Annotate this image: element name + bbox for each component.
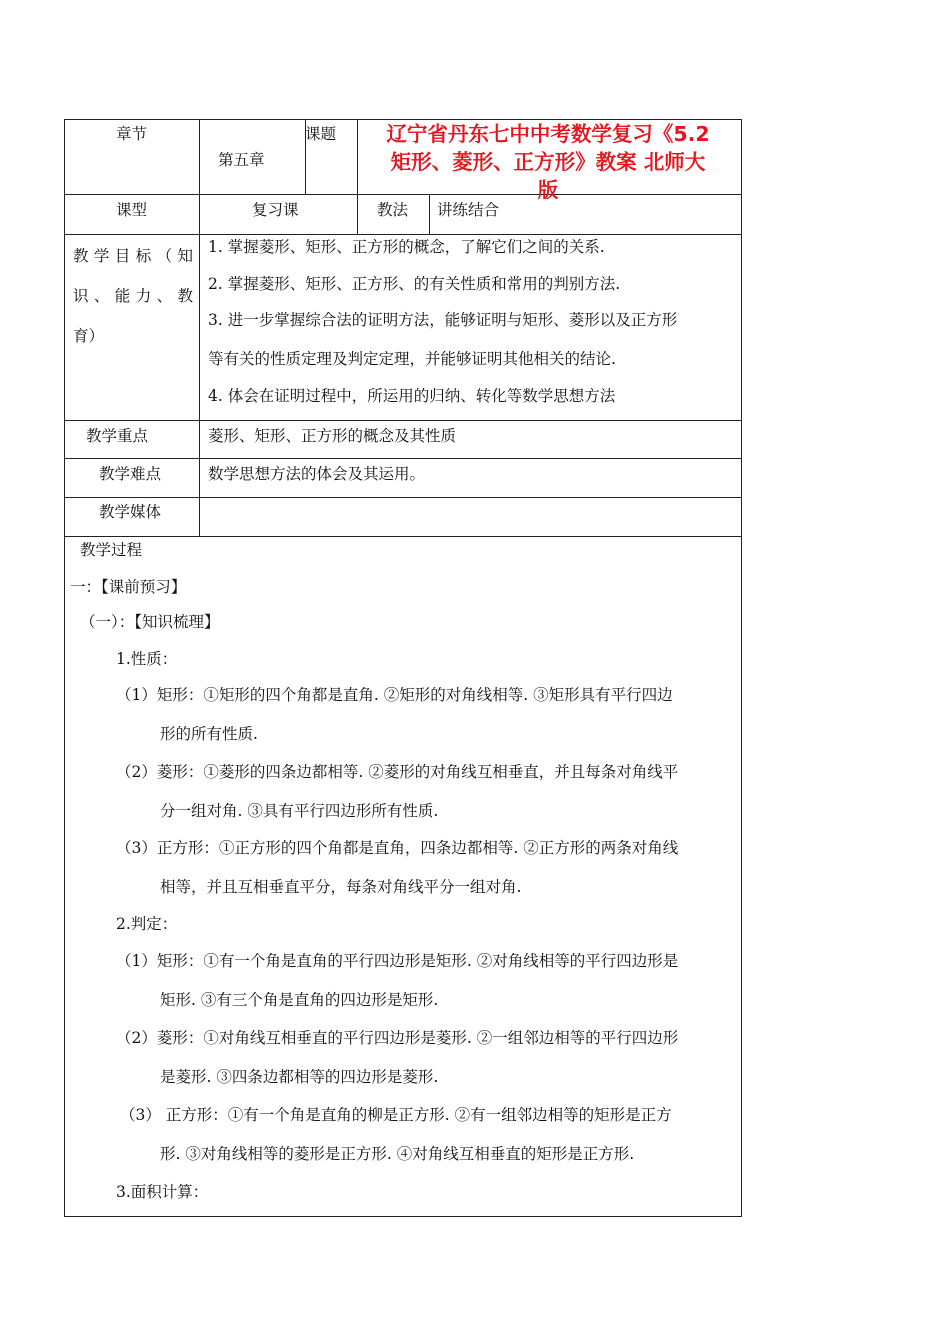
type-value: 复习课 <box>252 201 299 219</box>
table-row-divider <box>64 234 742 235</box>
table-row-divider <box>64 420 742 421</box>
method-label: 教法 <box>377 201 409 219</box>
criteria-item-line: 矩形. ③有三个角是直角的四边形是矩形. <box>160 991 439 1009</box>
criteria-item-line: 形. ③对角线相等的菱形是正方形. ④对角线互相垂直的矩形是正方形. <box>160 1145 635 1163</box>
goals-label-line: 教学目标（知 <box>73 247 193 265</box>
section-sub1: （一）：【知识梳理】 <box>80 613 220 631</box>
type-label: 课型 <box>116 201 148 219</box>
topic-label: 课题 <box>305 125 337 143</box>
goals-label-line: 识、能力、教 <box>73 287 193 305</box>
table-border-bottom <box>64 1216 742 1217</box>
chapter-value: 第五章 <box>218 151 265 169</box>
key-label: 教学重点 <box>86 427 149 445</box>
property-item-line: （1）矩形：①矩形的四个角都是直角. ②矩形的对角线相等. ③矩形具有平行四边 <box>116 686 673 704</box>
subsection-criteria: 2.判定： <box>116 915 178 933</box>
goal-item: 2. 掌握菱形、矩形、正方形、的有关性质和常用的判别方法. <box>208 275 621 293</box>
table-border-left <box>64 119 65 1217</box>
criteria-item-line: （1）矩形：①有一个角是直角的平行四边形是矩形. ②对角线相等的平行四边形是 <box>116 952 679 970</box>
goals-label <box>73 236 193 356</box>
property-item-line: （3）正方形：①正方形的四个角都是直角，四条边都相等. ②正方形的两条对角线 <box>116 839 679 857</box>
property-item-line: （2）菱形：①菱形的四条边都相等. ②菱形的对角线互相垂直，并且每条对角线平 <box>116 763 679 781</box>
table-row-divider <box>64 458 742 459</box>
table-col-divider <box>357 119 358 235</box>
criteria-item-line: （2）菱形：①对角线互相垂直的平行四边形是菱形. ②一组邻边相等的平行四边形 <box>116 1029 679 1047</box>
criteria-item-line: （3） 正方形：①有一个角是直角的柳是正方形. ②有一组邻边相等的矩形是正方 <box>120 1106 672 1124</box>
difficulty-label: 教学难点 <box>99 465 162 483</box>
media-label: 教学媒体 <box>99 503 162 521</box>
table-row-divider <box>64 497 742 498</box>
table-col-divider <box>199 119 200 537</box>
lesson-title-line: 矩形、菱形、正方形》教案 北师大 <box>390 150 706 174</box>
section-part1: 一：【课前预习】 <box>70 578 187 596</box>
lesson-title-line: 版 <box>537 178 559 202</box>
subsection-area: 3.面积计算： <box>116 1183 209 1201</box>
goal-item: 等有关的性质定理及判定定理，并能够证明其他相关的结论. <box>208 350 616 368</box>
key-value: 菱形、矩形、正方形的概念及其性质 <box>208 427 457 445</box>
goal-item: 1. 掌握菱形、矩形、正方形的概念，了解它们之间的关系. <box>208 238 605 256</box>
lesson-title-line: 辽宁省丹东七中中考数学复习《5.2 <box>386 122 710 146</box>
property-item-line: 分一组对角. ③具有平行四边形所有性质. <box>160 802 439 820</box>
lesson-title <box>362 120 734 204</box>
goals-label-line: 育） <box>73 327 105 345</box>
table-row-divider <box>64 536 742 537</box>
goal-item: 3. 进一步掌握综合法的证明方法，能够证明与矩形、菱形以及正方形 <box>208 311 678 329</box>
property-item-line: 相等，并且互相垂直平分，每条对角线平分一组对角. <box>160 878 522 896</box>
table-border-right <box>741 119 742 1217</box>
property-item-line: 形的所有性质. <box>160 725 258 743</box>
method-value: 讲练结合 <box>437 201 500 219</box>
process-heading: 教学过程 <box>80 541 143 559</box>
chapter-label: 章节 <box>116 125 148 143</box>
difficulty-value: 数学思想方法的体会及其运用。 <box>208 465 426 483</box>
subsection-properties: 1.性质： <box>116 650 178 668</box>
goal-item: 4. 体会在证明过程中，所运用的归纳、转化等数学思想方法 <box>208 387 616 405</box>
criteria-item-line: 是菱形. ③四条边都相等的四边形是菱形. <box>160 1068 439 1086</box>
